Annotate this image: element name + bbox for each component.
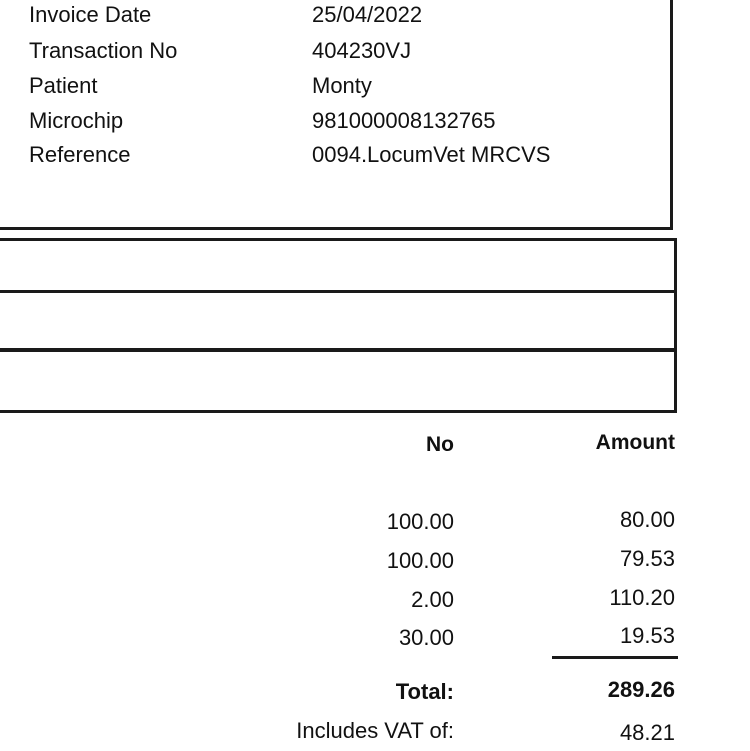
line-item-amount: 19.53 <box>619 623 675 648</box>
line-item-amount: 79.53 <box>619 546 675 571</box>
vat-label: Includes VAT of: <box>296 718 454 743</box>
line-item-amount: 110.20 <box>609 585 675 610</box>
detail-label: Patient <box>29 73 98 98</box>
vat-value: 48.21 <box>619 720 675 745</box>
total-label: Total: <box>395 679 454 704</box>
line-item-amount: 80.00 <box>619 507 675 532</box>
line-item-no: 30.00 <box>398 625 454 650</box>
empty-band-2 <box>0 290 677 351</box>
column-header-no: No <box>426 433 454 456</box>
line-item-no: 2.00 <box>411 587 454 612</box>
line-item-no: 100.00 <box>386 509 454 534</box>
column-header-amount: Amount <box>595 431 675 454</box>
detail-label: Reference <box>29 142 131 167</box>
detail-label: Microchip <box>29 108 124 133</box>
total-divider <box>552 656 678 659</box>
detail-value: 981000008132765 <box>312 108 496 133</box>
detail-value: Monty <box>312 73 372 98</box>
detail-label: Invoice Date <box>29 2 152 27</box>
detail-label: Transaction No <box>29 38 178 63</box>
line-item-no: 100.00 <box>386 548 454 573</box>
empty-band-3 <box>0 349 677 413</box>
total-value: 289.26 <box>607 677 675 702</box>
empty-band-1 <box>0 238 677 293</box>
detail-value: 0094.LocumVet MRCVS <box>312 142 551 167</box>
detail-value: 25/04/2022 <box>312 2 423 27</box>
detail-value: 404230VJ <box>312 38 412 63</box>
